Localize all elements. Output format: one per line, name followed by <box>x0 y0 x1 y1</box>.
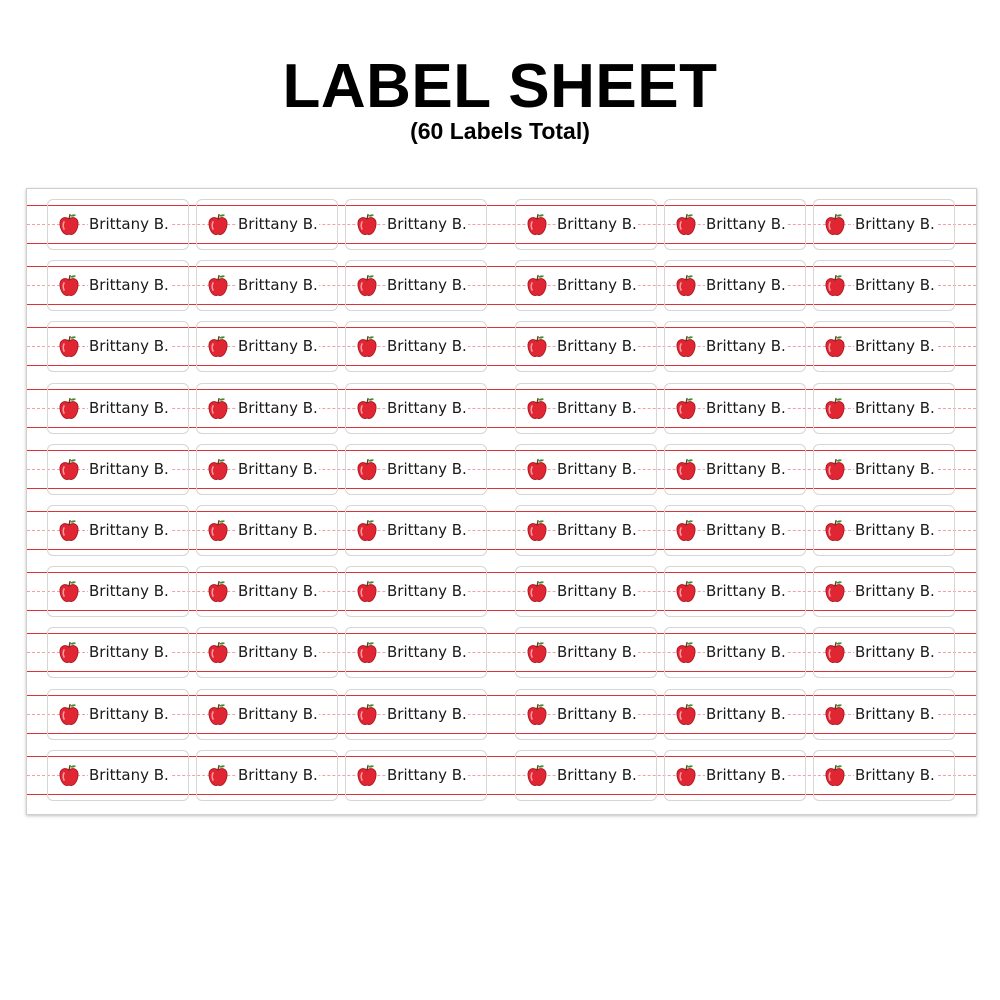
label-name-text: Brittany B. <box>89 459 169 478</box>
apple-icon <box>356 703 378 727</box>
apple-icon <box>675 764 697 788</box>
label-name-text: Brittany B. <box>387 276 467 295</box>
apple-icon <box>207 458 229 482</box>
label-name-text: Brittany B. <box>238 215 318 233</box>
label-name-text: Brittany B. <box>238 765 318 784</box>
name-label <box>345 444 487 495</box>
label-name-text: Brittany B. <box>89 582 169 601</box>
apple-icon <box>675 703 697 727</box>
label-name-text: Brittany B. <box>706 643 786 662</box>
apple-icon <box>356 335 378 359</box>
name-label <box>515 321 657 372</box>
name-label <box>664 627 806 678</box>
name-label <box>196 689 338 740</box>
label-name-text: Brittany B. <box>855 398 935 417</box>
label-name-text: Brittany B. <box>89 521 169 539</box>
label-name-text: Brittany B. <box>557 276 637 295</box>
label-name-text: Brittany B. <box>855 704 935 723</box>
apple-icon <box>824 764 846 788</box>
apple-icon <box>207 519 229 543</box>
name-label <box>664 505 806 556</box>
label-name-text: Brittany B. <box>238 704 318 723</box>
label-name-text: Brittany B. <box>557 215 637 233</box>
apple-icon <box>824 580 846 604</box>
apple-icon <box>356 458 378 482</box>
label-name-text: Brittany B. <box>706 582 786 601</box>
apple-icon <box>58 458 80 482</box>
label-name-text: Brittany B. <box>855 643 935 662</box>
apple-icon <box>526 458 548 482</box>
name-label <box>196 383 338 434</box>
apple-icon <box>526 335 548 359</box>
label-name-text: Brittany B. <box>238 459 318 478</box>
label-name-text: Brittany B. <box>89 765 169 784</box>
label-name-text: Brittany B. <box>238 521 318 539</box>
name-label <box>515 383 657 434</box>
name-label <box>196 627 338 678</box>
label-name-text: Brittany B. <box>387 582 467 601</box>
apple-icon <box>675 213 697 237</box>
apple-icon <box>356 519 378 543</box>
apple-icon <box>58 397 80 421</box>
name-label <box>515 505 657 556</box>
apple-icon <box>675 397 697 421</box>
label-name-text: Brittany B. <box>238 276 318 295</box>
name-label <box>47 444 189 495</box>
name-label <box>196 321 338 372</box>
sheet-subtitle: (60 Labels Total) <box>410 118 590 144</box>
label-sheet <box>26 188 977 815</box>
label-name-text: Brittany B. <box>238 337 318 356</box>
label-name-text: Brittany B. <box>557 337 637 356</box>
apple-icon <box>207 764 229 788</box>
label-name-text: Brittany B. <box>238 643 318 662</box>
name-label <box>813 627 955 678</box>
name-label <box>47 260 189 311</box>
label-name-text: Brittany B. <box>89 398 169 417</box>
apple-icon <box>675 335 697 359</box>
apple-icon <box>824 213 846 237</box>
label-name-text: Brittany B. <box>557 643 637 662</box>
name-label <box>196 505 338 556</box>
label-name-text: Brittany B. <box>706 704 786 723</box>
apple-icon <box>207 213 229 237</box>
name-label <box>813 444 955 495</box>
label-name-text: Brittany B. <box>557 704 637 723</box>
name-label <box>664 260 806 311</box>
name-label <box>515 627 657 678</box>
label-name-text: Brittany B. <box>89 337 169 356</box>
name-label <box>47 566 189 617</box>
label-name-text: Brittany B. <box>855 215 935 233</box>
label-name-text: Brittany B. <box>387 643 467 662</box>
apple-icon <box>675 580 697 604</box>
name-label <box>813 566 955 617</box>
label-name-text: Brittany B. <box>706 276 786 295</box>
apple-icon <box>207 274 229 298</box>
label-name-text: Brittany B. <box>387 521 467 539</box>
label-name-text: Brittany B. <box>557 459 637 478</box>
apple-icon <box>207 397 229 421</box>
apple-icon <box>824 397 846 421</box>
label-name-text: Brittany B. <box>387 704 467 723</box>
label-name-text: Brittany B. <box>855 521 935 539</box>
label-name-text: Brittany B. <box>89 704 169 723</box>
name-label <box>345 383 487 434</box>
apple-icon <box>207 703 229 727</box>
label-name-text: Brittany B. <box>557 398 637 417</box>
label-name-text: Brittany B. <box>706 215 786 233</box>
name-label <box>47 199 189 250</box>
label-name-text: Brittany B. <box>387 398 467 417</box>
apple-icon <box>526 519 548 543</box>
label-name-text: Brittany B. <box>706 765 786 784</box>
label-name-text: Brittany B. <box>387 765 467 784</box>
label-name-text: Brittany B. <box>387 337 467 356</box>
apple-icon <box>58 213 80 237</box>
name-label <box>813 383 955 434</box>
name-label <box>196 199 338 250</box>
apple-icon <box>207 335 229 359</box>
name-label <box>664 383 806 434</box>
apple-icon <box>356 764 378 788</box>
apple-icon <box>356 274 378 298</box>
label-name-text: Brittany B. <box>557 521 637 539</box>
apple-icon <box>675 274 697 298</box>
name-label <box>664 444 806 495</box>
label-name-text: Brittany B. <box>706 398 786 417</box>
name-label <box>47 750 189 801</box>
name-label <box>813 689 955 740</box>
name-label <box>813 321 955 372</box>
apple-icon <box>824 641 846 665</box>
label-name-text: Brittany B. <box>855 276 935 295</box>
apple-icon <box>356 641 378 665</box>
name-label <box>196 260 338 311</box>
name-label <box>196 750 338 801</box>
apple-icon <box>824 458 846 482</box>
name-label <box>47 627 189 678</box>
name-label <box>664 750 806 801</box>
label-name-text: Brittany B. <box>89 276 169 295</box>
name-label <box>47 383 189 434</box>
name-label <box>515 566 657 617</box>
apple-icon <box>58 580 80 604</box>
label-name-text: Brittany B. <box>855 582 935 601</box>
label-name-text: Brittany B. <box>855 337 935 356</box>
apple-icon <box>824 335 846 359</box>
name-label <box>813 260 955 311</box>
name-label <box>664 199 806 250</box>
name-label <box>345 566 487 617</box>
apple-icon <box>58 764 80 788</box>
apple-icon <box>526 397 548 421</box>
name-label <box>47 505 189 556</box>
name-label <box>345 750 487 801</box>
name-label <box>47 321 189 372</box>
label-name-text: Brittany B. <box>387 215 467 233</box>
apple-icon <box>58 274 80 298</box>
apple-icon <box>58 335 80 359</box>
name-label <box>515 260 657 311</box>
apple-icon <box>526 764 548 788</box>
name-label <box>813 750 955 801</box>
apple-icon <box>824 519 846 543</box>
name-label <box>196 444 338 495</box>
name-label <box>515 689 657 740</box>
name-label <box>515 444 657 495</box>
apple-icon <box>356 213 378 237</box>
apple-icon <box>58 703 80 727</box>
apple-icon <box>675 458 697 482</box>
label-name-text: Brittany B. <box>89 643 169 662</box>
apple-icon <box>824 703 846 727</box>
apple-icon <box>526 580 548 604</box>
name-label <box>345 627 487 678</box>
apple-icon <box>356 397 378 421</box>
apple-icon <box>356 580 378 604</box>
apple-icon <box>675 519 697 543</box>
name-label <box>664 689 806 740</box>
label-name-text: Brittany B. <box>855 459 935 478</box>
name-label <box>345 260 487 311</box>
apple-icon <box>58 519 80 543</box>
apple-icon <box>207 580 229 604</box>
name-label <box>345 505 487 556</box>
name-label <box>47 689 189 740</box>
name-label <box>515 199 657 250</box>
name-label <box>345 199 487 250</box>
name-label <box>813 199 955 250</box>
label-name-text: Brittany B. <box>706 521 786 539</box>
label-name-text: Brittany B. <box>706 459 786 478</box>
apple-icon <box>58 641 80 665</box>
apple-icon <box>526 213 548 237</box>
label-name-text: Brittany B. <box>387 459 467 478</box>
name-label <box>515 750 657 801</box>
label-name-text: Brittany B. <box>557 582 637 601</box>
name-label <box>345 689 487 740</box>
label-name-text: Brittany B. <box>238 582 318 601</box>
label-name-text: Brittany B. <box>855 765 935 784</box>
label-name-text: Brittany B. <box>238 398 318 417</box>
label-name-text: Brittany B. <box>89 215 169 233</box>
label-name-text: Brittany B. <box>557 765 637 784</box>
apple-icon <box>526 703 548 727</box>
sheet-title: LABEL SHEET <box>282 52 718 121</box>
name-label <box>196 566 338 617</box>
name-label <box>664 321 806 372</box>
label-name-text: Brittany B. <box>706 337 786 356</box>
name-label <box>813 505 955 556</box>
apple-icon <box>675 641 697 665</box>
apple-icon <box>526 641 548 665</box>
name-label <box>345 321 487 372</box>
name-label <box>664 566 806 617</box>
apple-icon <box>207 641 229 665</box>
apple-icon <box>526 274 548 298</box>
apple-icon <box>824 274 846 298</box>
